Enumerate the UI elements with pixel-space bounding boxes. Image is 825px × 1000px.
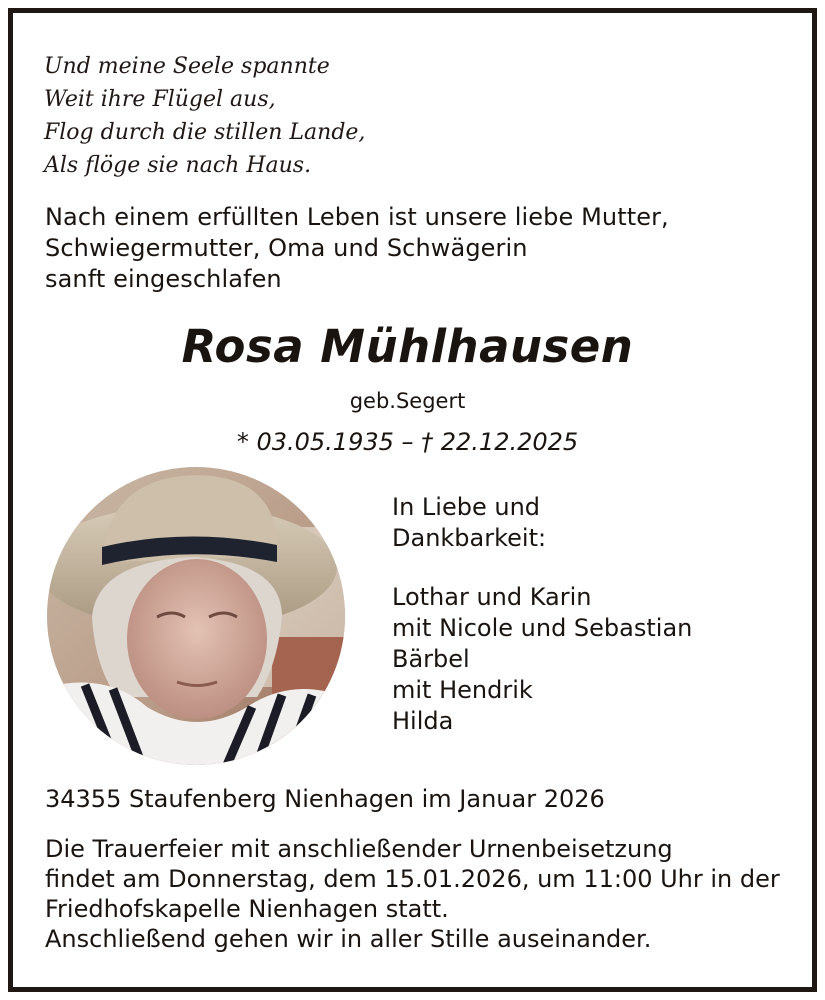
- intro-line: sanft eingeschlafen: [45, 265, 282, 293]
- poem-line: Als flöge sie nach Haus.: [44, 153, 312, 178]
- intro-line: Nach einem erfüllten Leben ist unsere liebe Mutter,: [45, 203, 669, 231]
- poem-line: Und meine Seele spannte: [44, 54, 330, 79]
- place-and-date: 34355 Staufenberg Nienhagen im Januar 2026: [45, 785, 605, 813]
- spacer: [392, 554, 692, 582]
- intro-text: [45, 202, 669, 295]
- mourner-name: mit Hendrik: [392, 676, 533, 704]
- poem-line: Flog durch die stillen Lande,: [44, 120, 366, 145]
- service-line: Anschließend gehen wir in aller Stille auseinander.: [45, 925, 652, 953]
- portrait-photo: [47, 467, 345, 765]
- birth-name: geb.Segert: [349, 389, 466, 413]
- portrait-image: [47, 467, 345, 765]
- service-line: findet am Donnerstag, dem 15.01.2026, um 11:00 Uhr in der: [45, 865, 780, 893]
- mourner-name: Bärbel: [392, 645, 470, 673]
- mourner-name: Hilda: [392, 707, 454, 735]
- mourners-heading: Dankbarkeit:: [392, 524, 547, 552]
- service-line: Die Trauerfeier mit anschließender Urnenbeisetzung: [45, 835, 673, 863]
- mourners-heading: In Liebe und: [392, 493, 541, 521]
- life-dates: * 03.05.1935 – † 22.12.2025: [236, 428, 579, 456]
- mourner-name: mit Nicole und Sebastian: [392, 614, 693, 642]
- service-line: Friedhofskapelle Nienhagen statt.: [45, 895, 449, 923]
- intro-line: Schwiegermutter, Oma und Schwägerin: [45, 234, 528, 262]
- poem: [44, 50, 365, 182]
- mourner-name: Lothar und Karin: [392, 583, 592, 611]
- poem-line: Weit ihre Flügel aus,: [44, 87, 276, 112]
- deceased-name: Rosa Mühlhausen: [181, 320, 634, 373]
- service-details: [45, 834, 780, 954]
- mourners-block: [392, 492, 692, 737]
